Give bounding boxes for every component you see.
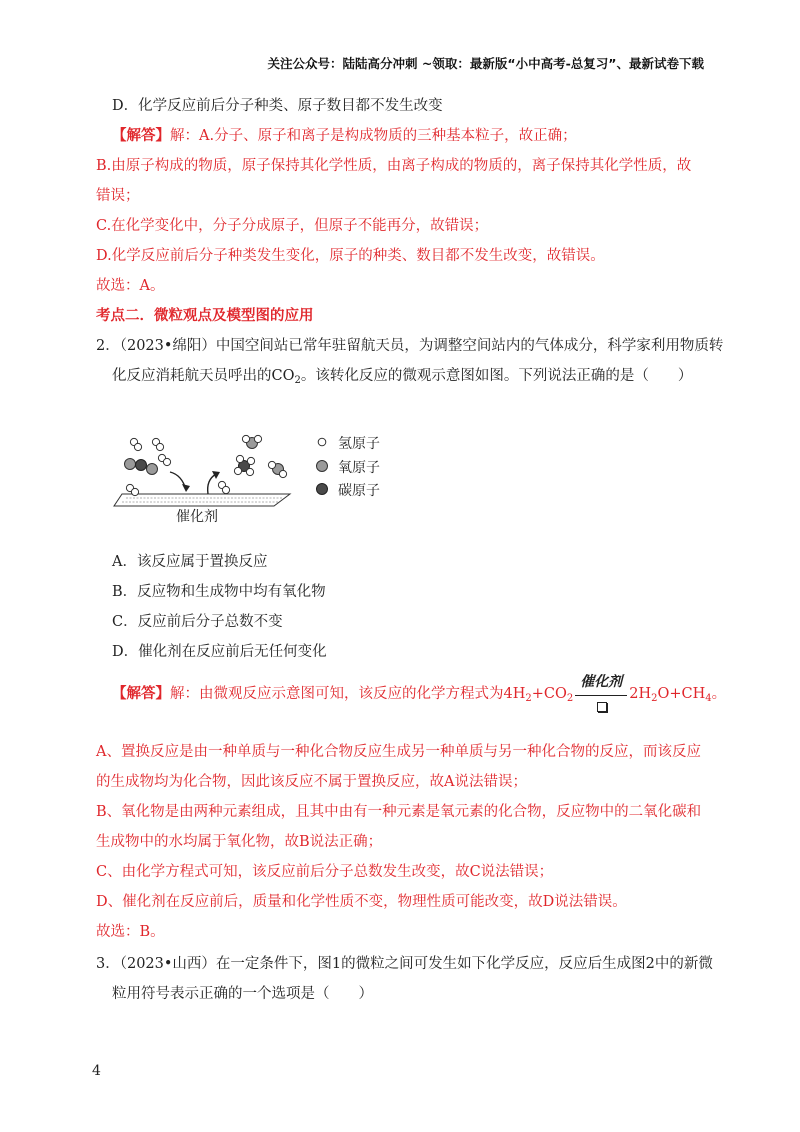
q2-stem-subscript: 2 <box>294 375 301 386</box>
q2-stem-text-end: 。该转化反应的微观示意图如图。下列说法正确的是（ ） <box>300 368 693 384</box>
legend-carbon: 碳原子 <box>338 483 380 499</box>
arrow-head <box>182 484 190 492</box>
equation-right <box>629 686 726 702</box>
q2-option-a: A．该反应属于置换反应 <box>112 554 268 570</box>
legend-carbon-icon <box>317 484 328 495</box>
answer-tag: 【解答】 <box>112 127 170 144</box>
eq-term: 4H <box>503 686 526 702</box>
h2-molecule <box>152 438 163 450</box>
q2-stem-line-2 <box>112 366 692 391</box>
arrow-head <box>212 471 220 479</box>
q1-choice: 故选：A。 <box>96 278 165 294</box>
eq-sub: 2 <box>651 693 658 704</box>
catalyst-plate <box>114 494 290 506</box>
desorption-arrow <box>208 474 216 494</box>
eq-term: 。 <box>711 686 727 702</box>
q2-choice: 故选：B。 <box>96 924 165 940</box>
q2-option-c: C．反应前后分子总数不变 <box>112 614 283 630</box>
q2-option-b: B．反应物和生成物中均有氧化物 <box>112 584 326 600</box>
legend <box>317 438 328 494</box>
q2-answer-line-2: A、置换反应是由一种单质与一种化合物反应生成另一种单质与另一种化合物的反应，而该反应 <box>96 744 701 760</box>
adsorption-arrow <box>170 472 186 490</box>
catalyst-condition: 催化剂 <box>580 674 623 690</box>
answer-text: 解：A.分子、原子和离子是构成物质的三种基本粒子，故正确； <box>170 128 577 144</box>
legend-hydrogen: 氢原子 <box>338 436 380 452</box>
eq-term: 2H <box>629 686 652 702</box>
q1-answer-line-4: C.在化学变化中，分子分成原子，但原子不能再分，故错误； <box>96 218 489 234</box>
q2-answer-line-5: 生成物中的水均属于氧化物，故B说法正确； <box>96 834 383 850</box>
eq-sub: 2 <box>525 693 532 704</box>
answer-tag: 【解答】 <box>112 685 170 702</box>
q2-stem-text: 化反应消耗航天员呼出的CO <box>112 368 295 384</box>
catalyst-label: 催化剂 <box>176 509 218 525</box>
legend-hydrogen-icon <box>318 438 326 446</box>
q2-answer-line-3: 的生成物均为化合物，因此该反应不属于置换反应，故A说法错误； <box>96 774 527 790</box>
q2-answer-line-7: D、催化剂在反应前后，质量和化学性质不变，物理性质可能改变，故D说法错误。 <box>96 894 627 910</box>
q1-option-d: D．化学反应前后分子种类、原子数目都不发生改变 <box>112 98 443 114</box>
ch4-molecule <box>234 455 254 475</box>
co2-molecule <box>125 459 158 475</box>
q2-option-d: D．催化剂在反应前后无任何变化 <box>112 644 327 660</box>
eq-term: O+CH <box>657 686 706 702</box>
h2-molecule <box>158 454 170 465</box>
q1-answer-line-1 <box>112 126 577 146</box>
q3-stem-line-2: 粒用符号表示正确的一个选项是（ ） <box>112 986 373 1002</box>
page-number: 4 <box>92 1063 101 1079</box>
equation-left <box>504 686 574 702</box>
h2o-molecule <box>242 435 261 448</box>
q2-answer-line-1 <box>112 674 727 709</box>
q3-stem-line-1: 3．（2023•山西）在一定条件下，图1的微粒之间可发生如下化学反应，反应后生成图2中的新微 <box>96 956 713 972</box>
section-title: 考点二．微粒观点及模型图的应用 <box>96 307 314 324</box>
q1-answer-line-3: 错误； <box>96 188 140 204</box>
eq-sub: 2 <box>566 693 574 704</box>
q2-answer-line-4: B、氧化物是由两种元素组成，且其中由有一种元素是氧元素的化合物，反应物中的二氧化碳和 <box>96 804 702 820</box>
q2-answer-line-6: C、由化学方程式可知，该反应前后分子总数发生改变，故C说法错误； <box>96 864 554 880</box>
equation-bar <box>575 695 627 696</box>
intermediate-on-catalyst <box>218 481 229 493</box>
legend-oxygen: 氧原子 <box>338 460 380 476</box>
eq-term: +CO <box>531 686 567 702</box>
q2-stem-line-1: 2．（2023•绵阳）中国空间站已常年驻留航天员，为调整空间站内的气体成分，科学家利用物质转 <box>96 338 724 354</box>
eq-sub: 4 <box>705 693 712 704</box>
answer-intro: 解：由微观反应示意图可知，该反应的化学方程式为 <box>170 686 504 702</box>
placeholder-box-icon <box>597 702 607 712</box>
reaction-condition <box>575 674 627 704</box>
h2o-molecule <box>268 461 286 477</box>
h2-molecule <box>130 438 141 450</box>
q1-answer-line-2: B.由原子构成的物质，原子保持其化学性质，由离子构成的物质的，离子保持其化学性质，故 <box>96 158 692 174</box>
page-header: 关注公众号：陆陆高分冲刺 ~领取：最新版“小中高考-总复习”、最新试卷下载 <box>267 56 704 71</box>
legend-oxygen-icon <box>317 461 328 472</box>
q1-answer-line-5: D.化学反应前后分子种类发生变化，原子的种类、数目都不发生改变，故错误。 <box>96 248 605 264</box>
